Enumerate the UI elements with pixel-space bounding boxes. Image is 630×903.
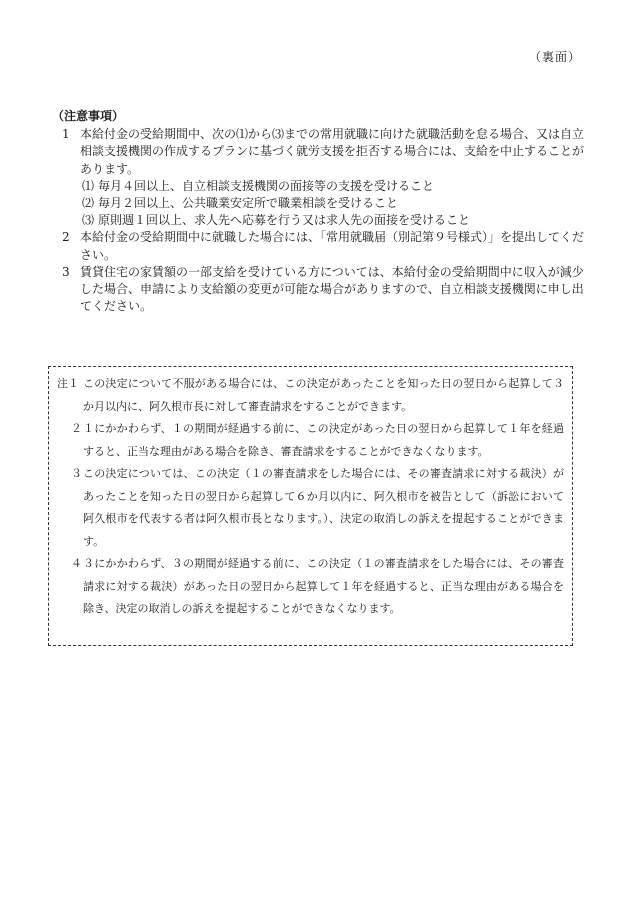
note-item-1 [50,126,590,178]
appeal-note-text: この決定について不服がある場合には、この決定があったことを知った日の翌日から起算して３か月以内に、阿久根市長に対して審査請求をすることができます。 [83,377,564,413]
note-subitem-2 [50,195,590,212]
note-subitem-1 [50,178,590,195]
subitem-number: ⑴ [82,178,95,193]
note-text: 本給付金の受給期間中に就職した場合には、「常用就職届（別記第９号様式）」を提出してください。 [80,230,585,262]
appeal-note-text: ３にかかわらず、３の期間が経過する前に、この決定（１の審査請求をした場合には、その審査請求に対する裁決）があった日の翌日から起算して１年を経過すると、正当な理由がある場合を除き、決定の取消しの訴えを提起することができなくなります。 [83,557,564,615]
subitem-text: 毎月２回以上、公共職業安定所で職業相談を受けること [98,196,399,211]
appeal-note-number: ４ [71,557,82,570]
appeal-note-4 [57,553,564,621]
appeal-note-text: １にかかわらず、１の期間が経過する前に、この決定があった日の翌日から起算して１年を経過すると、正当な理由がある場合を除き、審査請求をすることができなくなります。 [83,422,564,458]
appeal-note-number: 注１ [57,377,79,390]
notes-section [50,108,590,315]
appeal-note-3 [57,463,564,553]
note-text: 本給付金の受給期間中、次の⑴から⑶までの常用就職に向けた就職活動を怠る場合、又は自立相談支援機関の作成するプランに基づく就労支援を拒否する場合には、支給を中止することがあります。 [80,127,585,176]
notes-heading: （注意事項） [52,109,125,123]
appeal-note-2 [57,418,564,463]
note-number: 2 [62,230,70,245]
appeal-note-1 [57,373,564,418]
note-item-2 [50,229,590,263]
note-number: 1 [62,127,70,142]
subitem-number: ⑵ [82,196,95,211]
note-item-3 [50,264,590,316]
appeal-note-number: ２ [71,422,82,435]
subitem-text: 毎月４回以上、自立相談支援機関の面接等の支援を受けること [98,178,435,193]
appeal-notice-box [48,366,573,646]
page-side-label: （裏面） [528,50,581,64]
note-number: 3 [62,264,70,279]
note-subitem-3 [50,212,590,229]
subitem-text: 原則週１回以上、求人先へ応募を行う又は求人先の面接を受けること [98,213,471,228]
note-text: 賃貸住宅の家賃額の一部支給を受けている方については、本給付金の受給期間中に収入が減少した場合、申請により支給額の変更が可能な場合がありますので、自立相談支援機関に申し出てください。 [80,264,584,314]
appeal-note-text: この決定については、この決定（１の審査請求をした場合には、その審査請求に対する裁決）があったことを知った日の翌日から起算して６か月以内に、阿久根市を被告として（訴訟において阿久根市を代表する者は阿久根市長となります。）、決定の取消しの訴えを提起することができます。 [83,467,564,548]
subitem-number: ⑶ [82,213,95,228]
appeal-note-number: ３ [71,467,82,480]
